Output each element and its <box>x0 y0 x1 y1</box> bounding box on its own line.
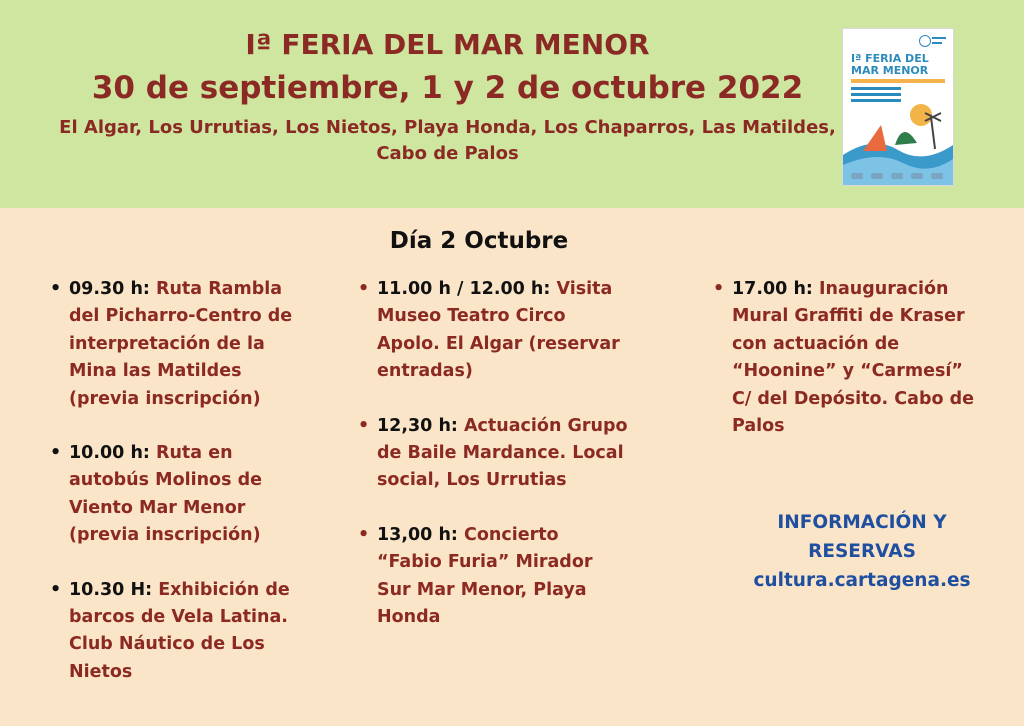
bullet-icon: • <box>713 279 725 299</box>
schedule-item <box>358 522 628 632</box>
event-dates: 30 de septiembre, 1 y 2 de octubre 2022 <box>91 70 804 106</box>
info-line-2: RESERVAS <box>808 541 916 562</box>
item-time: 10.00 h: <box>69 443 156 464</box>
schedule-item <box>713 276 983 440</box>
schedule-column-1 <box>50 276 310 686</box>
item-description: Visita Museo Teatro Circo Apolo. El Algar (reservar entradas) <box>377 279 620 382</box>
bullet-icon: • <box>358 415 370 436</box>
item-time: 09.30 h: <box>69 279 156 299</box>
item-description: Ruta Rambla del Picharro-Centro de interpretación de la Mina las Matildes (previa inscripción) <box>69 279 293 409</box>
item-description: Inauguración Mural Graffiti de Kraser con actuación de “Hoonine” y “Carmesí” C/ del Depósito. Cabo de Palos <box>732 279 974 437</box>
event-title: Iª FERIA DEL MAR MENOR <box>245 28 650 61</box>
schedule-item <box>358 413 628 495</box>
schedule-item <box>358 276 628 386</box>
item-description: Ruta en autobús Molinos de Viento Mar Menor (previa inscripción) <box>69 443 262 546</box>
poster-sponsor-logos <box>847 173 947 181</box>
bullet-icon: • <box>50 579 62 600</box>
bullet-icon: • <box>50 443 62 464</box>
bullet-icon: • <box>50 279 62 299</box>
locations-line-1: El Algar, Los Urrutias, Los Nietos, Playa Honda, Los Chaparros, Las Matildes, <box>59 117 836 138</box>
info-reservations <box>700 508 1024 595</box>
locations-line-2: Cabo de Palos <box>376 143 519 164</box>
item-description: Actuación Grupo de Baile Mardance. Local social, Los Urrutias <box>377 415 628 491</box>
item-time: 10.30 H: <box>69 579 159 600</box>
schedule-item <box>50 577 310 687</box>
item-time: 11.00 h / 12.00 h: <box>377 279 557 299</box>
item-description: Exhibición de barcos de Vela Latina. Club Náutico de Los Nietos <box>69 579 290 682</box>
costa-calida-logo-icon <box>919 35 947 49</box>
day-heading: Día 2 Octubre <box>389 228 569 254</box>
item-time: 17.00 h: <box>732 279 819 299</box>
event-locations <box>0 115 895 167</box>
poster-illustration-icon <box>843 95 953 185</box>
event-poster-thumbnail <box>842 28 954 186</box>
item-description: Concierto “Fabio Furia” Mirador Sur Mar Menor, Playa Honda <box>377 524 593 628</box>
info-line-1: INFORMACIÓN Y <box>777 512 947 533</box>
bullet-icon: • <box>358 279 370 299</box>
schedule-item <box>50 440 310 550</box>
schedule-item <box>50 276 310 413</box>
header-banner <box>0 0 1024 208</box>
schedule-column-3 <box>713 276 983 440</box>
poster-date-bar <box>851 79 945 83</box>
info-website-link[interactable]: cultura.cartagena.es <box>753 570 971 591</box>
poster-title-line-2: MAR MENOR <box>851 64 929 77</box>
schedule-column-2 <box>358 276 628 631</box>
item-time: 13,00 h: <box>377 524 464 545</box>
poster-title-line-1: Iª FERIA DEL <box>851 52 929 65</box>
bullet-icon: • <box>358 524 370 545</box>
item-time: 12,30 h: <box>377 415 464 436</box>
